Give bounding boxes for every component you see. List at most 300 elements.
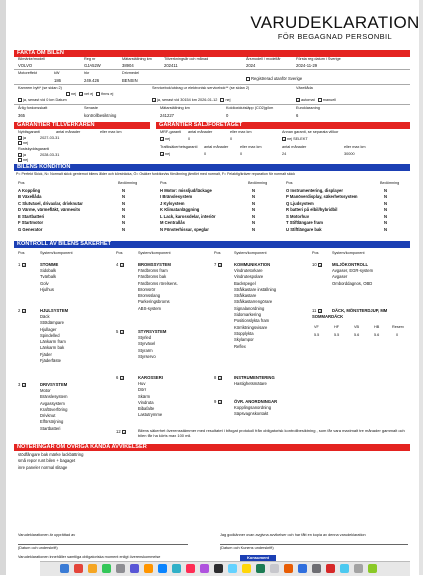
checkbox-checked-icon: ✓ [161,137,165,142]
mrf-km: 0 [230,137,233,141]
component: Golv [40,280,49,286]
window-left-edge [0,0,6,575]
service-book-label: Servicebok/utdrag ur elektronisk servicebok** (se sidan 2) [152,86,250,90]
facts-label-power: Motoreffekt [18,71,37,75]
new-car-warranty-label: Nybilsgaranti [18,130,40,134]
facts-odometer: 38904 [122,63,134,68]
condition-rating: N [252,213,256,219]
max-km-label: eller max km [100,130,122,134]
tax-value: 365 [18,113,25,118]
facts-label-kw: kW [54,71,60,75]
cond-col3-rating: Bedömning [380,181,400,185]
g9-check[interactable] [214,399,223,404]
g12-check[interactable] [116,429,127,434]
g7-items [234,268,276,350]
condition-item: U Stiftlängare bak [286,226,322,232]
g10-check[interactable] [312,262,323,267]
other-months-label: antal månader [282,145,307,149]
tire-head-hb: HB [374,325,380,329]
group-number: 6 [116,375,119,380]
g7-check[interactable] [214,262,223,267]
other-warranty-value[interactable] [282,137,308,142]
rust-warranty-no[interactable] [18,158,28,163]
checkbox-checked-icon: ✓ [22,262,26,268]
component: Lastutrymme [138,412,163,418]
tire-head-hf: HF [334,325,340,329]
g3-items [40,388,67,432]
component: Signalanordning [234,305,265,311]
g6-items [138,381,162,419]
option-label: finns ej [101,92,114,97]
option-label: ja, senast vid 30154 km 2026-01-12 [157,98,218,103]
traffic-warranty-label: Trafiksäkerhetsgaranti [160,145,198,149]
euro-value: 6 [296,113,299,118]
cond-col3-pos: Pos [286,181,293,185]
dock-app-icon[interactable] [214,564,223,573]
g2-items [40,314,66,364]
condition-item: K Klimatanläggning [160,207,200,213]
dock-app-icon[interactable] [60,564,69,573]
component: Stötdämpare [40,320,64,326]
facts-label-modelyear: Årsmodell / modellår [246,57,281,61]
component: Hjullager [40,326,57,332]
condition-col2-items [160,188,216,233]
dock-app-icon[interactable] [256,564,265,573]
component: Länkarm fram [40,339,66,345]
cond-col1-pos: Pos [18,181,25,185]
checkbox-checked-icon: ✓ [218,262,222,268]
dock-app-icon[interactable] [284,564,293,573]
gearbox-label: Växellåda [296,86,313,90]
component: Bromsrör [138,286,156,292]
traffic-months-label: antal månader [204,145,229,149]
notes-header: NOTERINGAR OM ÖVRIGA KÄNDA AVVIKELSER [14,444,410,451]
option-label: nej [23,141,29,146]
facts-header: FAKTA OM BILEN [14,50,410,57]
checkbox-checked-icon: ✓ [122,429,127,435]
co2-label: Koldioxidutsläpp (CO2)g/km [226,106,274,110]
condition-rating: N [122,226,126,232]
checkbox-checked-icon: ✓ [161,152,165,157]
g9-title: ÖVR. ANORDNINGAR [234,399,278,404]
dock-app-icon[interactable] [270,564,279,573]
g1-items [40,268,56,293]
checkbox-checked-icon: ✓ [218,375,222,381]
facts-label-mfg: Tillverkningsår och månad [164,57,209,61]
condition-col1-values [122,188,125,233]
condition-item: S Motorhuv [286,213,310,219]
g8-title: INSTRUMENTERING [234,375,275,380]
condition-rating: N [122,213,126,219]
g5-title: STYRSYSTEM [138,329,167,334]
timing-belt-label: Kamrem bytt* (se sidan 2) [18,86,62,90]
checkbox-checked-icon: ✓ [318,262,323,268]
condition-item: P Manöverdisplay, säkerhetssystem [286,194,358,200]
inspection-km-value: 241227 [160,113,174,118]
ctrl-sys-1: System/komponent [40,251,73,255]
component: Bränslesystem [40,394,68,400]
checkbox-checked-icon: ✓ [120,375,124,381]
ctrl-pos-1: Pos [18,251,25,255]
condition-item: O Instrumentering, displayer [286,188,344,193]
dock-app-icon[interactable] [200,564,209,573]
component: Sidobalk [40,268,57,273]
component: ABS-system [138,305,162,311]
condition-item: H Motor: missljud/läckage [160,188,212,193]
tire-head-vb: VB [354,325,360,329]
cond-col2-rating: Bedömning [248,181,268,185]
condition-item: D Värme, värmefläkt, värmesits [18,207,81,213]
facts-mfg: 202411 [164,63,178,68]
dock-app-icon[interactable] [354,564,363,573]
component: Avgaser, EGR-system [332,268,374,273]
condition-rating: N [384,220,388,226]
component: Skylampor [234,337,254,343]
component: Färdbroms fram [138,268,168,273]
dock-app-icon[interactable] [88,564,97,573]
mrf-km-label: eller max km [230,130,252,134]
mrf-months: 0 [188,137,191,141]
facts-label-odometer: Mätarställning km [122,57,152,61]
inspection-value: kontrollbesiktning [84,113,117,118]
component: Reflex [234,343,246,349]
component: Hastighetsmätare [234,381,267,386]
traffic-months: 0 [204,152,207,156]
dock-app-icon[interactable] [172,564,181,573]
component: Hjulhus [40,286,54,292]
prepared-by-sub: (Datum och underskrift) [18,546,58,550]
checkbox-checked-icon: ✓ [120,329,124,335]
dock-app-icon[interactable] [74,564,83,573]
component: Skärm [138,393,151,399]
component: Körriktningsvisare [234,324,268,330]
component: Styrarm [138,347,153,353]
option-label: nej [165,152,171,157]
component: Styrservo [138,353,156,359]
g2-check[interactable] [18,308,27,313]
cond-col2-pos: Pos [160,181,167,185]
g7-title: KOMMUNIKATION [234,262,271,267]
checkbox-icon [66,92,70,96]
group-number: 4 [116,262,119,267]
window-right-edge [419,0,423,575]
new-car-warranty-no[interactable] [18,141,28,146]
condition-rating: N [252,207,256,213]
condition-legend: P= Perfekt Skick, N= Normalt skick gentemot bilens ålder och körsträcka, Ö= Osäker funktion/ss förvånning jämfört med normalt, F= Felaktig/kräver reparation för normalt skick [16,172,296,176]
facts-hp: 249.426 [84,78,100,83]
warranty-manufacturer-header: GARANTIER TILLVERKAREN [14,122,150,129]
g4-check[interactable] [116,262,125,267]
group-number: 1 [18,262,21,267]
g6-title: KAROSSERI [138,375,163,380]
g9-items [234,405,271,418]
dock-app-icon[interactable] [116,564,125,573]
g5-items [138,335,156,360]
inspection-km-label: Mätarställning km [160,106,190,110]
timing-belt-date[interactable] [18,98,67,103]
dock-app-icon[interactable] [368,564,377,573]
g4-title: BROMSSYSTEM [138,262,171,267]
cond-col1-rating: Bedömning [118,181,138,185]
component: Länkarm bak [40,345,65,351]
checkbox-icon [220,98,224,102]
component: Avgassystem [40,400,65,406]
condition-col2-values [252,188,255,233]
dock-app-icon[interactable] [102,564,111,573]
co2-value: 0 [226,113,229,118]
checkbox-checked-icon: ✓ [153,98,157,103]
mrf-label: MRF-garanti [160,130,182,134]
dock-app-icon[interactable] [144,564,153,573]
option-label: manuell [322,98,337,103]
g3-check[interactable] [18,382,27,387]
tire-head-vf: VF [314,325,319,329]
condition-rating: N [252,200,256,206]
component: Strålkastare [234,293,257,299]
component: Elförsörjning [40,419,64,425]
component: Färdbroms bak [138,274,167,280]
facts-fuel: BENSIN [122,78,138,83]
traffic-km: 0 [240,152,243,156]
rust-warranty-label: Rostskyddsgaranti [18,147,50,151]
other-months: 24 [282,152,287,156]
component: Startbatteri [40,425,61,431]
app-dock [40,561,410,576]
tire-depth-spare: 0 [396,333,399,337]
condition-rating: N [122,207,126,213]
group-number: 8 [214,375,217,380]
checkbox-checked-icon: ✓ [22,382,26,388]
condition-rating: N [122,220,126,226]
component: Däck [40,314,50,319]
warranty-dealer-header: GARANTIER SÄLJFÖRETAGET [156,122,410,129]
mrf-months-label: antal månader [188,130,213,134]
ctrl-sys-2: System/komponent [138,251,171,255]
component: Motor [40,388,51,393]
note-line: stödfångare bak märke lackbättring [18,452,84,457]
option-label: nej [225,98,231,103]
component: Fjäder [40,351,52,357]
group-number: 3 [18,382,21,387]
condition-rating: N [384,194,388,200]
group-number: 7 [214,262,217,267]
checkbox-checked-icon: ✓ [19,153,23,158]
g12-statement: Bilens säkerhet överensstämmer med resultatet i bifogat protokoll från obligatorisk kontrollbesiktning , som får vara maximalt tre månader gammalt och bilen får ha körts max 100 mil. [138,428,405,438]
facts-label-reg: Reg nr [84,57,96,61]
option-label: automat [301,98,315,103]
checkbox-icon [18,141,22,145]
tire-head-spare: Reserv [392,325,405,329]
checkbox-checked-icon: ✓ [283,137,287,142]
component: Backspegel [234,280,256,286]
g8-check[interactable] [214,375,223,380]
component: Strålkastare inställning [234,286,277,292]
group-number: 9 [214,399,217,404]
page-subtitle: FÖR BEGAGNAD PERSONBIL [277,32,393,41]
component: Kraftöverföring [40,406,68,412]
condition-rating: N [252,188,256,193]
condition-item: C Slutväxel, drivaxlar, drivknutar [18,200,83,206]
divider [14,104,410,105]
group-number: 10 [312,262,317,267]
condition-item: M Centrallås [160,220,185,226]
dock-app-icon[interactable] [298,564,307,573]
option-label: nej [71,92,77,97]
dock-app-icon[interactable] [158,564,167,573]
condition-item: F Startmotor [18,220,44,226]
condition-rating: N [122,188,126,193]
g8-items [234,381,267,387]
condition-rating: N [384,213,388,219]
component: Spindelled [40,332,60,338]
component: Drivknut [40,413,56,419]
checkbox-checked-icon: ✓ [19,136,23,141]
condition-item: I Bränslesystem [160,194,193,200]
other-km: 30000 [344,152,355,156]
prepared-by-label: Varudeklarationen är upprättad av [18,533,76,537]
g5-check[interactable] [116,329,125,334]
tire-depth-hf: 5.5 [334,333,340,337]
tax-label: Årlig fordonsskatt [18,106,48,110]
g6-check[interactable] [116,375,125,380]
condition-col3-values [384,188,387,233]
other-km-label: eller max km [344,145,366,149]
tire-depth-vb: 5.6 [354,333,360,337]
condition-item: G Generator [18,226,43,232]
component: Färdbroms rörelsens. [138,280,178,286]
divider [14,69,410,70]
g2-title: HJULSYSTEM [40,308,69,313]
g1-check[interactable] [18,262,27,267]
dock-app-icon[interactable] [312,564,321,573]
checkbox-icon [246,77,250,81]
note-line: inre paneler normal slitage [18,464,68,470]
checkbox-checked-icon: ✓ [120,262,124,268]
condition-header: BILENS KONDITION [14,164,410,171]
dock-app-icon[interactable] [326,564,335,573]
component: Vindrutetorkare [234,268,263,273]
group-number: 12 [116,429,121,434]
traffic-km-label: eller max km [240,145,262,149]
g1-title: STOMME [40,262,59,267]
condition-rating: N [384,200,388,206]
timing-belt-options[interactable] [66,92,113,97]
component: Vindrutespolare [234,274,264,280]
ctrl-pos-4: Pos [312,251,319,255]
dock-app-icon[interactable] [228,564,237,573]
dock-app-icon[interactable] [130,564,139,573]
checkbox-icon [96,92,100,96]
registered-abroad-label: Registrerad utanför Sverige [251,76,303,81]
component: Tvärbalk [40,274,57,280]
component: Dörr [138,387,147,393]
condition-item: B Växellåda [18,194,42,200]
ctrl-pos-2: Pos [116,251,123,255]
dock-app-icon[interactable] [242,564,251,573]
facts-modelyear: 2024 [246,63,256,68]
option-label: ja [23,153,26,158]
component: Avgaser [332,274,348,280]
condition-rating: N [384,207,388,213]
gearbox-options[interactable] [296,98,336,103]
condition-item: N Fönsterhissar, speglar [160,226,209,232]
traffic-warranty-value[interactable] [160,152,170,157]
date-value: 2027-03-31 [39,136,60,141]
option-label: nej [165,137,171,142]
g3-title: DRIVSYSTEM [40,382,68,387]
dock-app-icon[interactable] [340,564,349,573]
facts-label-hp: hkr [84,71,90,75]
checkbox-icon [18,98,22,102]
condition-rating: N [252,226,256,232]
notes-lines [18,452,83,471]
group-number: 2 [18,308,21,313]
mrf-value[interactable] [160,137,170,142]
page-title: VARUDEKLARATION [250,13,420,32]
condition-rating: N [122,194,126,200]
facts-firstreg: 2024-11-29 [296,63,318,68]
note-line: små repor runt bilen + bagaget [18,458,76,464]
component: Fjäderfäste [40,358,61,364]
registered-abroad-checkbox[interactable] [246,76,302,81]
component: Omborddagnos, OBD [332,280,373,286]
component: Strålkastarrengörare [234,299,273,305]
condition-rating: N [384,226,388,232]
g4-items [138,268,178,312]
condition-rating: N [252,220,256,226]
condition-item: T Stiftlängare fram [286,220,323,226]
facts-label-model: Bilmärke/modell [18,57,46,61]
other-warranty-label: Annan garanti, se separata villkor [282,130,339,134]
g10-items [332,268,373,287]
group-number: 11 [312,308,317,313]
option-label: ja [23,136,26,141]
condition-rating: N [252,194,256,200]
ctrl-sys-3: System/komponent [234,251,267,255]
checkbox-checked-icon: ✓ [318,308,322,314]
checkbox-checked-icon: ✓ [22,308,26,314]
g11-check[interactable] [312,308,323,313]
option-label: nej SELEKT [287,137,308,142]
customer-approval-sub: (Datum och Kunens underskrift) [220,546,274,550]
component: Styrled [138,335,152,340]
facts-kw: 186 [54,78,61,83]
checkbox-checked-icon: ✓ [218,399,222,405]
option-label: ja, senast vid 0 km Datum [23,98,67,103]
component: Bibafalte [138,406,155,412]
component: Sidomarkering [234,312,261,318]
condition-item: R batteri på elbil/hybridbil [286,207,338,213]
facts-label-fuel: Drivmedel [122,71,140,75]
condition-rating: N [384,188,388,193]
component: Säpsvagnskontakt [234,411,269,417]
condition-col3-items [286,188,358,233]
checkbox-checked-icon: ✓ [297,98,301,103]
checkbox-checked-icon: ✓ [80,92,84,97]
konsument-badge: Konsument [240,555,276,561]
group-number: 5 [116,329,119,334]
service-book-value[interactable] [152,98,231,103]
component: Bromsslang [138,293,161,299]
option-label: vet ej [84,92,94,97]
component: Parkeringsbroms [138,299,170,305]
condition-item: J Kylsystem [160,200,185,206]
title-block [250,14,420,41]
safety-header: KONTROLL AV BILENS SÄKERHET [14,241,410,248]
dock-app-icon[interactable] [186,564,195,573]
g11-subtitle: SOMMARDÄCK [312,314,344,319]
condition-col1-items [18,188,83,233]
